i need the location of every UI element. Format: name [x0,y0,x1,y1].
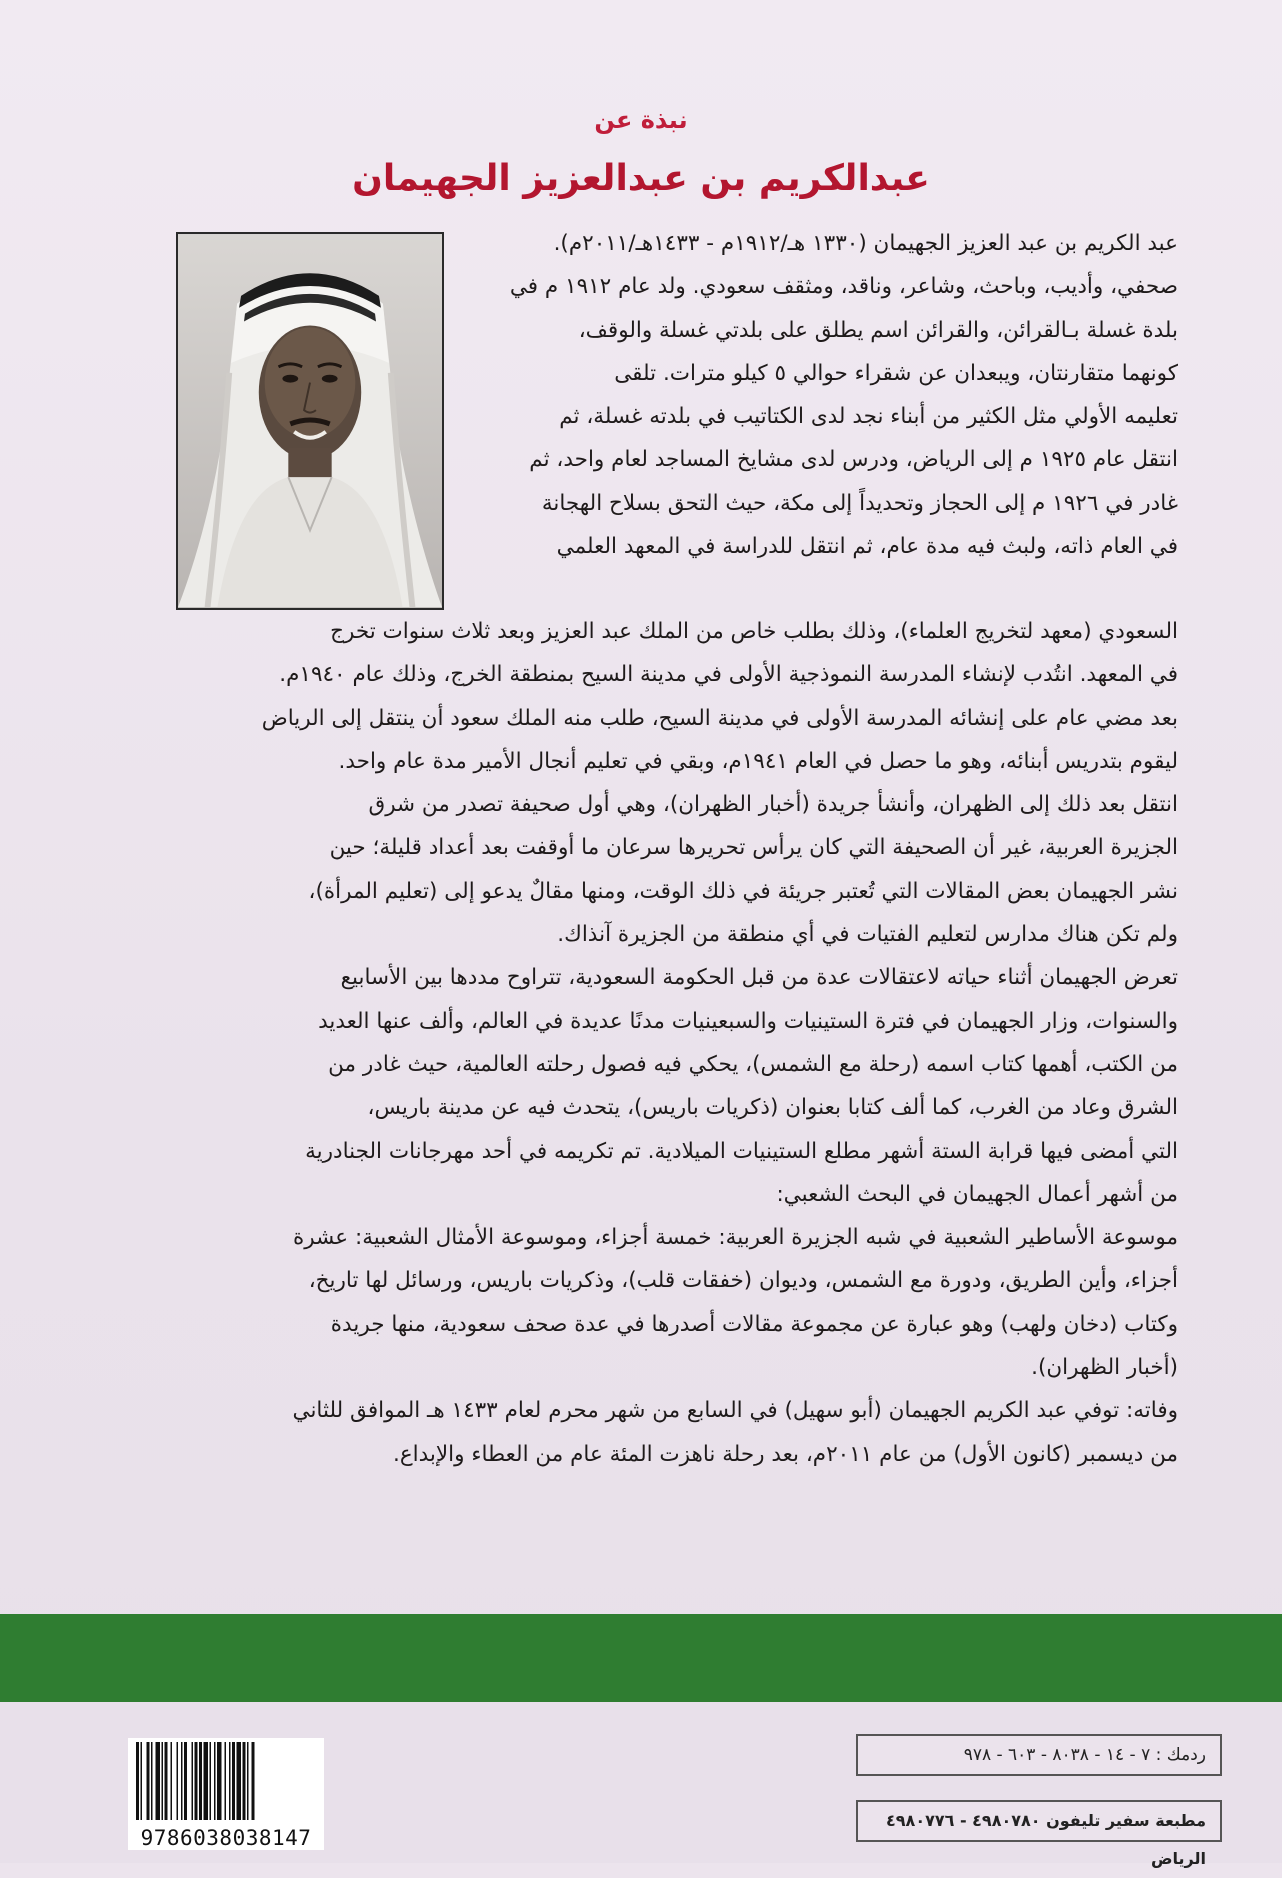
barcode-bar [184,1742,187,1820]
bio-line: كونهما متقارنتان، ويبعدان عن شقراء حوالي ٥ كيلو مترات. تلقى [614,360,1178,386]
bio-line: تعليمه الأولي مثل الكثير من أبناء نجد لدى الكتاتيب في بلدته غسلة، ثم [559,404,1178,430]
bio-line: من الكتب، أهمها كتاب اسمه (رحلة مع الشمس)، يحكي فيه فصول رحلته العالمية، حيث غادر من [328,1051,1178,1077]
bio-line: من أشهر أعمال الجهيمان في البحث الشعبي: [776,1181,1178,1207]
barcode-bar [141,1742,143,1820]
paragraph-travels [176,956,1178,1216]
bio-line: غادر في ١٩٢٦ م إلى الحجاز وتحديداً إلى مكة، حيث التحق بسلاح الهجانة [541,490,1178,516]
bio-line: وفاته: توفي عبد الكريم الجهيمان (أبو سهيل) في السابع من شهر محرم لعام ١٤٣٣ هـ الموافق للثاني [292,1398,1178,1424]
author-portrait [176,232,444,610]
bio-line: من ديسمبر (كانون الأول) من عام ٢٠١١م، بعد رحلة ناهزت المئة عام من العطاء والإبداع. [393,1441,1178,1467]
barcode [128,1738,324,1850]
author-name-title: عبدالكريم بن عبدالعزيز الجهيمان [352,158,930,199]
barcode-bar [181,1742,183,1820]
bio-line: أجزاء، وأين الطريق، ودورة مع الشمس، وديوان (خفقات قلب)، وذكريات باريس، ورسائل لها تاريخ، [308,1268,1178,1294]
bio-line: صحفي، وأديب، وباحث، وشاعر، وناقد، ومثقف سعودي. ولد عام ١٩١٢ م في [509,274,1178,300]
bio-line: التي أمضى فيها قرابة الستة أشهر مطلع الستينيات الميلادية. تم تكريمه في أحد مهرجانات الجنادرية [305,1138,1178,1164]
printer-box: مطبعة سفير تليفون ٤٩٨٠٧٨٠ - ٤٩٨٠٧٧٦ الرياض [856,1800,1222,1842]
bio-line: والسنوات، وزار الجهيمان في فترة الستينيات والسبعينيات مدنًا عديدة في العالم، وألف عنها العديد [318,1008,1178,1034]
bio-line: السعودي (معهد لتخريج العلماء)، وذلك بطلب خاص من الملك عبد العزيز وبعد ثلاث سنوات تخرج [330,619,1178,644]
barcode-number: 9786038038147 [140,1826,312,1850]
barcode-bar [217,1742,222,1820]
barcode-bar [195,1742,198,1820]
bio-line: انتقل بعد ذلك إلى الظهران، وأنشأ جريدة (أخبار الظهران)، وهي أول صحيفة تصدر من شرق [368,792,1178,818]
barcode-bar [204,1742,209,1820]
paragraph-newspaper [176,783,1178,956]
barcode-bar [237,1742,242,1820]
bio-line: بلدة غسلة بـالقرائن، والقرائن اسم يطلق على بلدتي غسلة والوقف، [578,317,1178,343]
bio-line: (أخبار الظهران). [1031,1355,1178,1381]
barcode-bar [210,1742,212,1820]
barcode-bar [252,1742,255,1820]
barcode-bar [147,1742,150,1820]
barcode-bar [162,1742,164,1820]
bio-line: تعرض الجهيمان أثناء حياته لاعتقالات عدة من قبل الحكومة السعودية، تتراوح مددها بين الأسابيع [340,965,1178,991]
barcode-bar [136,1742,139,1820]
paragraph-death [176,1389,1178,1476]
paragraph-education [176,610,1178,783]
barcode-bar [192,1742,194,1820]
barcode-bar [214,1742,216,1820]
bio-line: ولم تكن هناك مدارس لتعليم الفتيات في أي منطقة من الجزيرة آنذاك. [557,922,1178,948]
bio-line: ليقوم بتدريس أبنائه، وهو ما حصل في العام ١٩٤١م، وبقي في تعليم أنجال الأمير مدة عام واحد. [338,748,1178,774]
bio-line: عبد الكريم بن عبد العزيز الجهيمان (١٣٣٠ هـ/١٩١٢م - ١٤٣٣هـ/٢٠١١م). [553,231,1178,256]
barcode-bar [151,1742,153,1820]
bio-line: انتقل عام ١٩٢٥ م إلى الرياض، ودرس لدى مشايخ المساجد لعام واحد، ثم [529,447,1178,473]
isbn-box: ردمك : ٧ - ١٤ - ٨٠٣٨ - ٦٠٣ - ٩٧٨ [856,1734,1222,1776]
barcode-bar [225,1742,227,1820]
barcode-bar [171,1742,173,1820]
barcode-bar [177,1742,179,1820]
paragraph-works [176,1216,1178,1389]
bio-line: الجزيرة العربية، غير أن الصحيفة التي كان يرأس تحريرها سرعان ما أوقفت بعد أعداد قليلة؛ حين [329,835,1178,861]
barcode-bar [199,1742,202,1820]
barcode-bar [229,1742,231,1820]
barcode-bar [156,1742,161,1820]
bio-line: الشرق وعاد من الغرب، كما ألف كتابا بعنوان (ذكريات باريس)، يتحدث فيه عن مدينة باريس، [367,1095,1178,1121]
bio-line: في المعهد. انتُدب لإنشاء المدرسة النموذجية الأولى في مدينة السيح بمنطقة الخرج، وذلك عام ١٩٤٠م. [279,662,1178,688]
barcode-bar [232,1742,235,1820]
biography-intro [460,222,1178,568]
biography-body [176,610,1178,1476]
bio-line: في العام ذاته، ولبث فيه مدة عام، ثم انتقل للدراسة في المعهد العلمي [556,534,1178,560]
intro-subtitle: نبذة عن [594,106,688,134]
bio-line: وكتاب (دخان ولهب) وهو عبارة عن مجموعة مقالات أصدرها في عدة صحف سعودية، منها جريدة [330,1311,1178,1337]
barcode-bars [128,1738,324,1822]
bio-line: موسوعة الأساطير الشعبية في شبه الجزيرة العربية: خمسة أجزاء، وموسوعة الأمثال الشعبية: عشرة [293,1225,1178,1251]
barcode-bar [247,1742,249,1820]
bio-line: بعد مضي عام على إنشائه المدرسة الأولى في مدينة السيح، طلب منه الملك سعود أن ينتقل إلى الرياض [261,705,1178,731]
green-band [0,1614,1282,1702]
barcode-bar [165,1742,168,1820]
bio-line: نشر الجهيمان بعض المقالات التي تُعتبر جريئة في ذلك الوقت، ومنها مقالٌ يدعو إلى (تعليم المرأة)، [308,878,1178,904]
barcode-bar [243,1742,246,1820]
